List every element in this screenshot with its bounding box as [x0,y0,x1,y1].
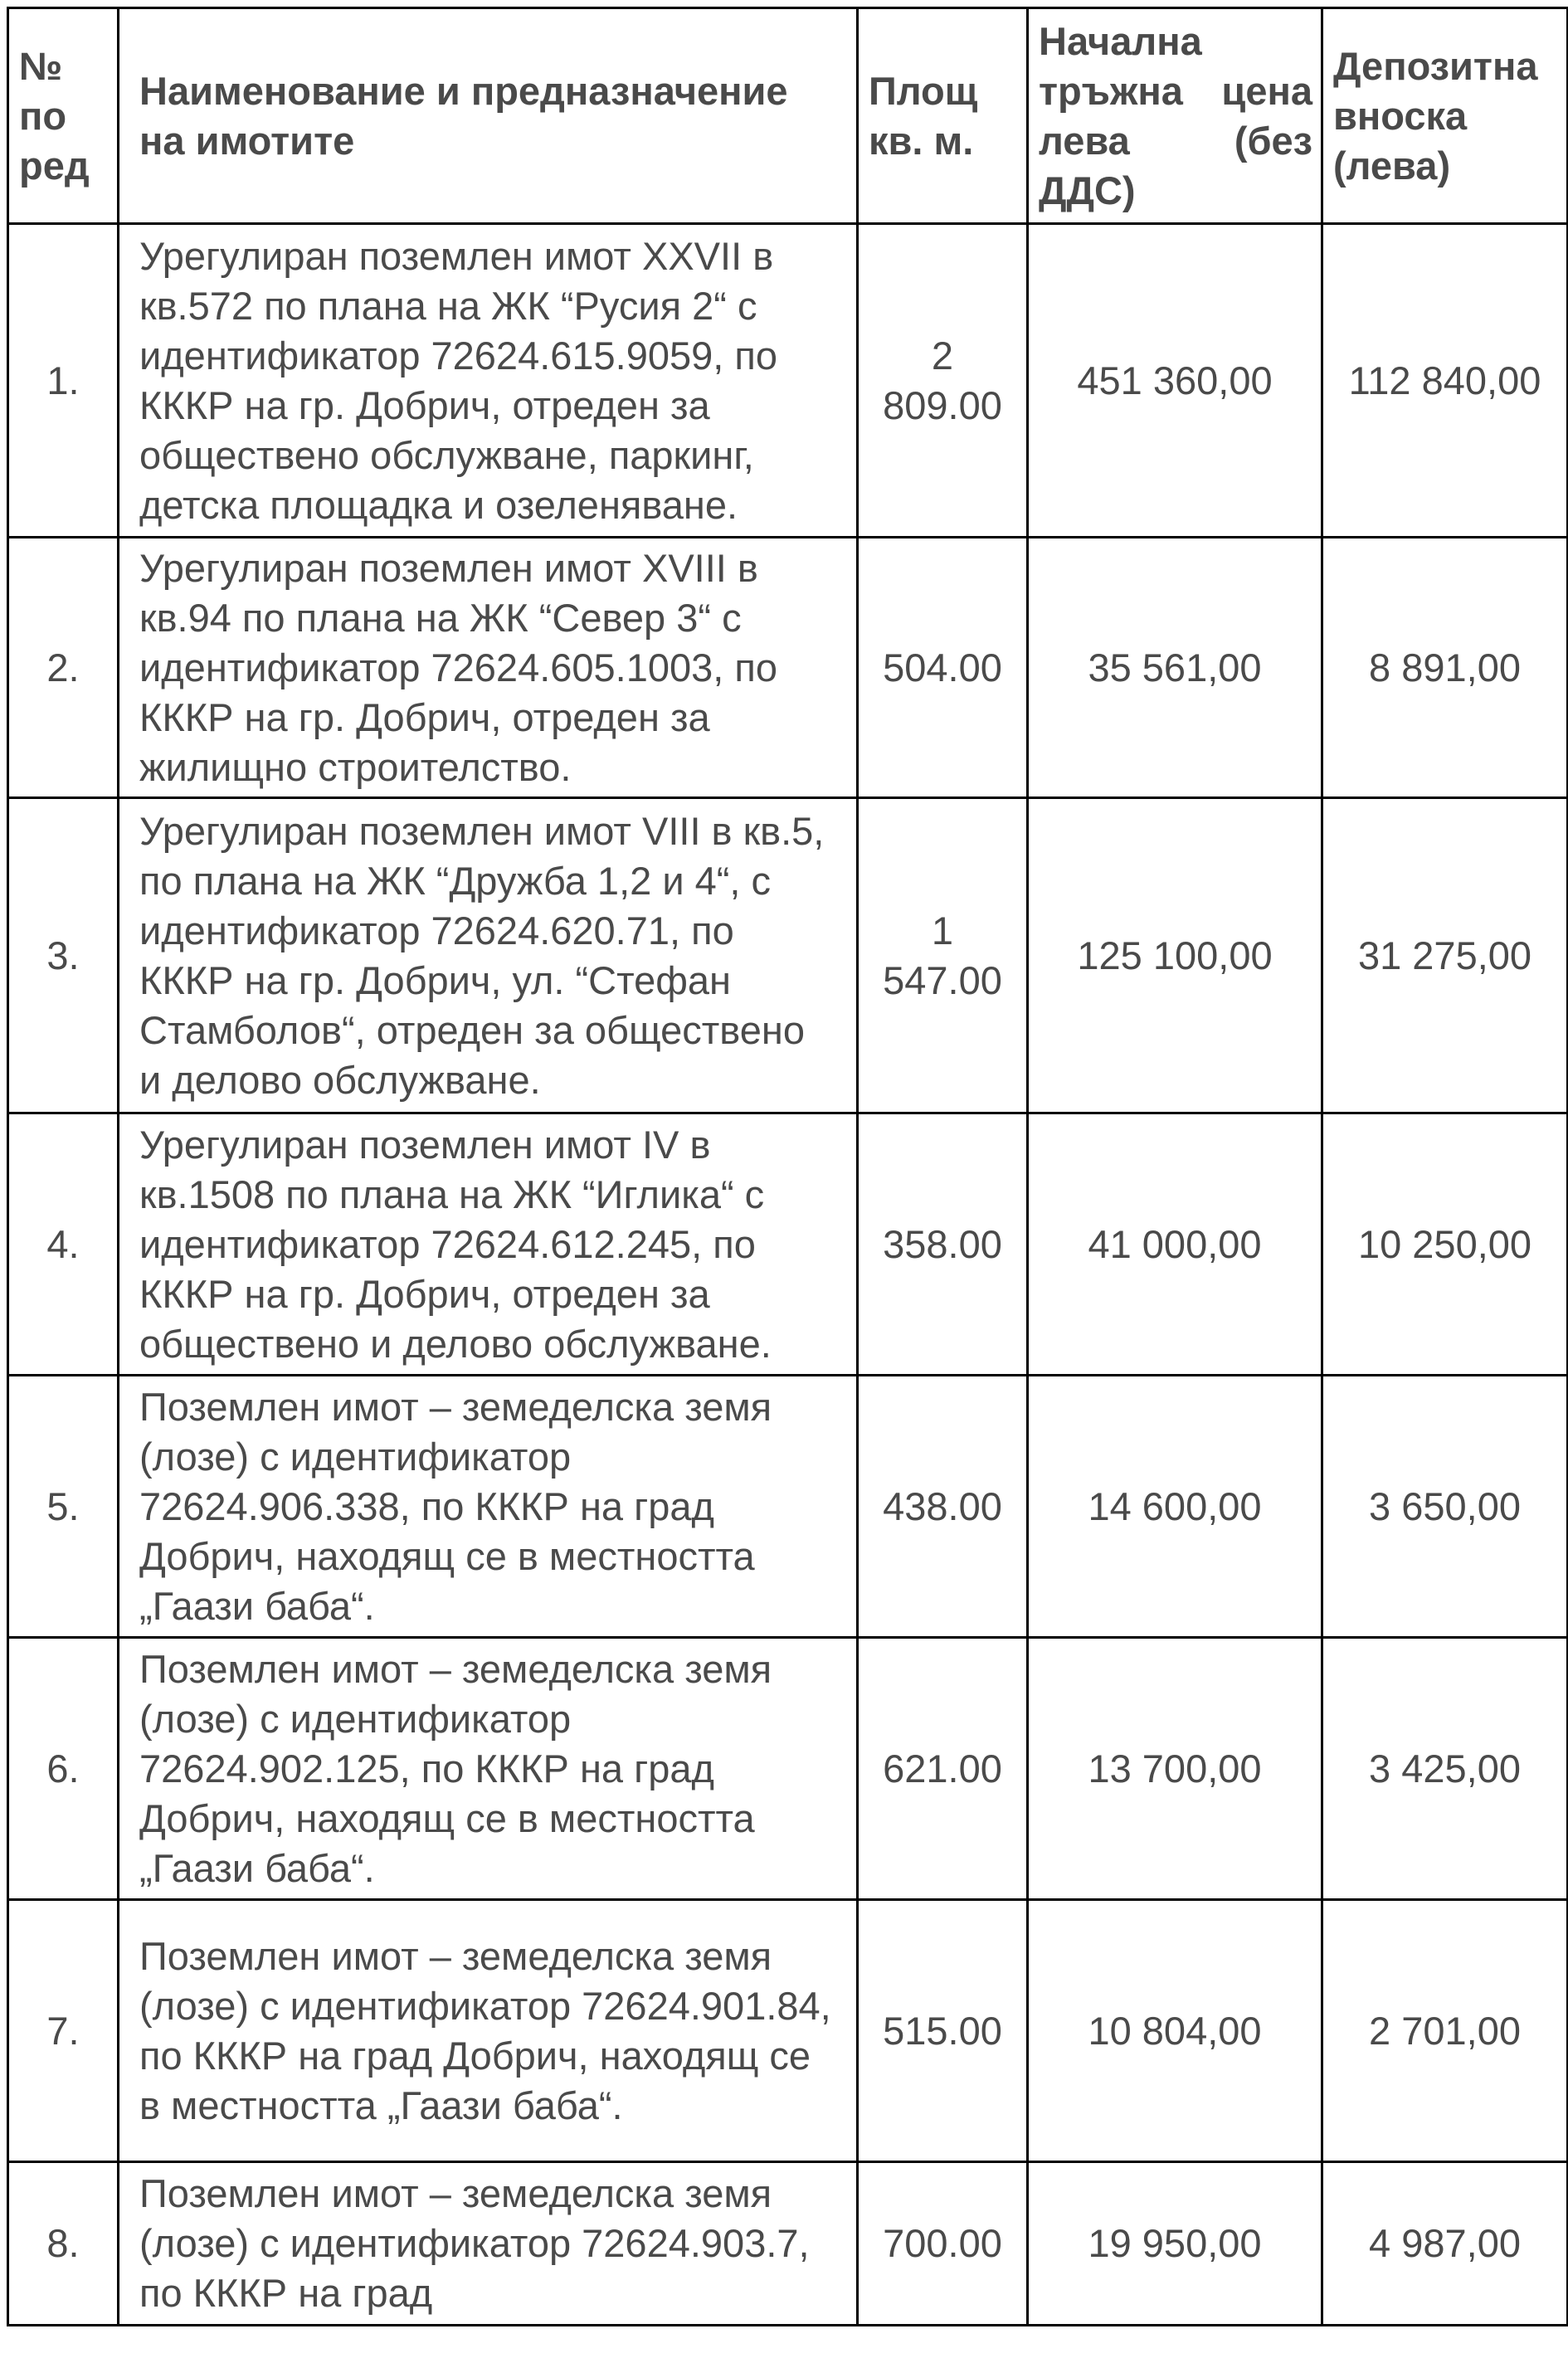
property-description-cell: Урегулиран поземлен имот XVIII в кв.94 по плана на ЖК “Север 3“ с идентификатор 72624.605.1003, по КККР на гр. Добрич, отреден за жилищно строителство. [119,538,858,798]
deposit-cell: 8 891,00 [1322,538,1568,798]
table-row [8,1900,1568,2162]
row-number-cell: 6. [8,1638,119,1900]
deposit-cell: 2 701,00 [1322,1900,1568,2162]
deposit-cell: 10 250,00 [1322,1113,1568,1376]
starting-price-cell: 35 561,00 [1028,538,1322,798]
row-number-cell: 7. [8,1900,119,2162]
area-cell: 504.00 [858,538,1028,798]
starting-price-cell: 125 100,00 [1028,798,1322,1113]
property-description-cell: Поземлен имот – земеделска земя (лозе) с идентификатор 72624.906.338, по КККР на град Добрич, находящ се в местността „Гаази баба“. [119,1376,858,1638]
deposit-cell: 31 275,00 [1322,798,1568,1113]
table-header [8,8,1568,224]
area-cell: 621.00 [858,1638,1028,1900]
property-description-cell: Поземлен имот – земеделска земя (лозе) с идентификатор 72624.902.125, по КККР на град Добрич, находящ се в местността „Гаази баба“. [119,1638,858,1900]
area-cell: 1 547.00 [858,798,1028,1113]
area-cell: 358.00 [858,1113,1028,1376]
header-row [8,8,1568,224]
starting-price-cell: 13 700,00 [1028,1638,1322,1900]
area-cell: 438.00 [858,1376,1028,1638]
table-row [8,538,1568,798]
table-row [8,798,1568,1113]
starting-price-cell: 19 950,00 [1028,2162,1322,2326]
property-description-cell: Урегулиран поземлен имот XXVII в кв.572 по плана на ЖК “Русия 2“ с идентификатор 72624.615.9059, по КККР на гр. Добрич, отреден за обществено обслужване, паркинг, детска площадка и озеленяване. [119,224,858,538]
table-body [8,224,1568,2326]
area-cell: 2 809.00 [858,224,1028,538]
deposit-cell: 4 987,00 [1322,2162,1568,2326]
table-row [8,1376,1568,1638]
row-number-cell: 1. [8,224,119,538]
header-property-name: Наименование и предназначение на имотите [119,8,858,224]
header-row-number: № по ред [8,8,119,224]
starting-price-cell: 10 804,00 [1028,1900,1322,2162]
document-page [7,7,1568,2326]
deposit-cell: 3 650,00 [1322,1376,1568,1638]
property-description-cell: Урегулиран поземлен имот VIII в кв.5, по плана на ЖК “Дружба 1,2 и 4“, с идентификатор 72624.620.71, по КККР на гр. Добрич, ул. “Стефан Стамболов“, отреден за обществено и делово обслужване. [119,798,858,1113]
property-description-cell: Поземлен имот – земеделска земя (лозе) с идентификатор 72624.901.84, по КККР на град Добрич, находящ се в местността „Гаази баба“. [119,1900,858,2162]
property-description-cell: Урегулиран поземлен имот IV в кв.1508 по плана на ЖК “Иглика“ с идентификатор 72624.612.245, по КККР на гр. Добрич, отреден за обществено и делово обслужване. [119,1113,858,1376]
area-cell: 700.00 [858,2162,1028,2326]
starting-price-cell: 451 360,00 [1028,224,1322,538]
row-number-cell: 2. [8,538,119,798]
property-description-cell: Поземлен имот – земеделска земя (лозе) с идентификатор 72624.903.7, по КККР на град [119,2162,858,2326]
table-row [8,224,1568,538]
properties-auction-table [7,7,1568,2326]
table-row [8,2162,1568,2326]
table-row [8,1638,1568,1900]
header-deposit: Депозитна вноска (лева) [1322,8,1568,224]
row-number-cell: 8. [8,2162,119,2326]
deposit-cell: 3 425,00 [1322,1638,1568,1900]
row-number-cell: 5. [8,1376,119,1638]
deposit-cell: 112 840,00 [1322,224,1568,538]
row-number-cell: 4. [8,1113,119,1376]
header-starting-price: Начална тръжна цена лева (без ДДС) [1028,8,1322,224]
header-area: Площ кв. м. [858,8,1028,224]
row-number-cell: 3. [8,798,119,1113]
area-cell: 515.00 [858,1900,1028,2162]
starting-price-cell: 41 000,00 [1028,1113,1322,1376]
table-row [8,1113,1568,1376]
starting-price-cell: 14 600,00 [1028,1376,1322,1638]
